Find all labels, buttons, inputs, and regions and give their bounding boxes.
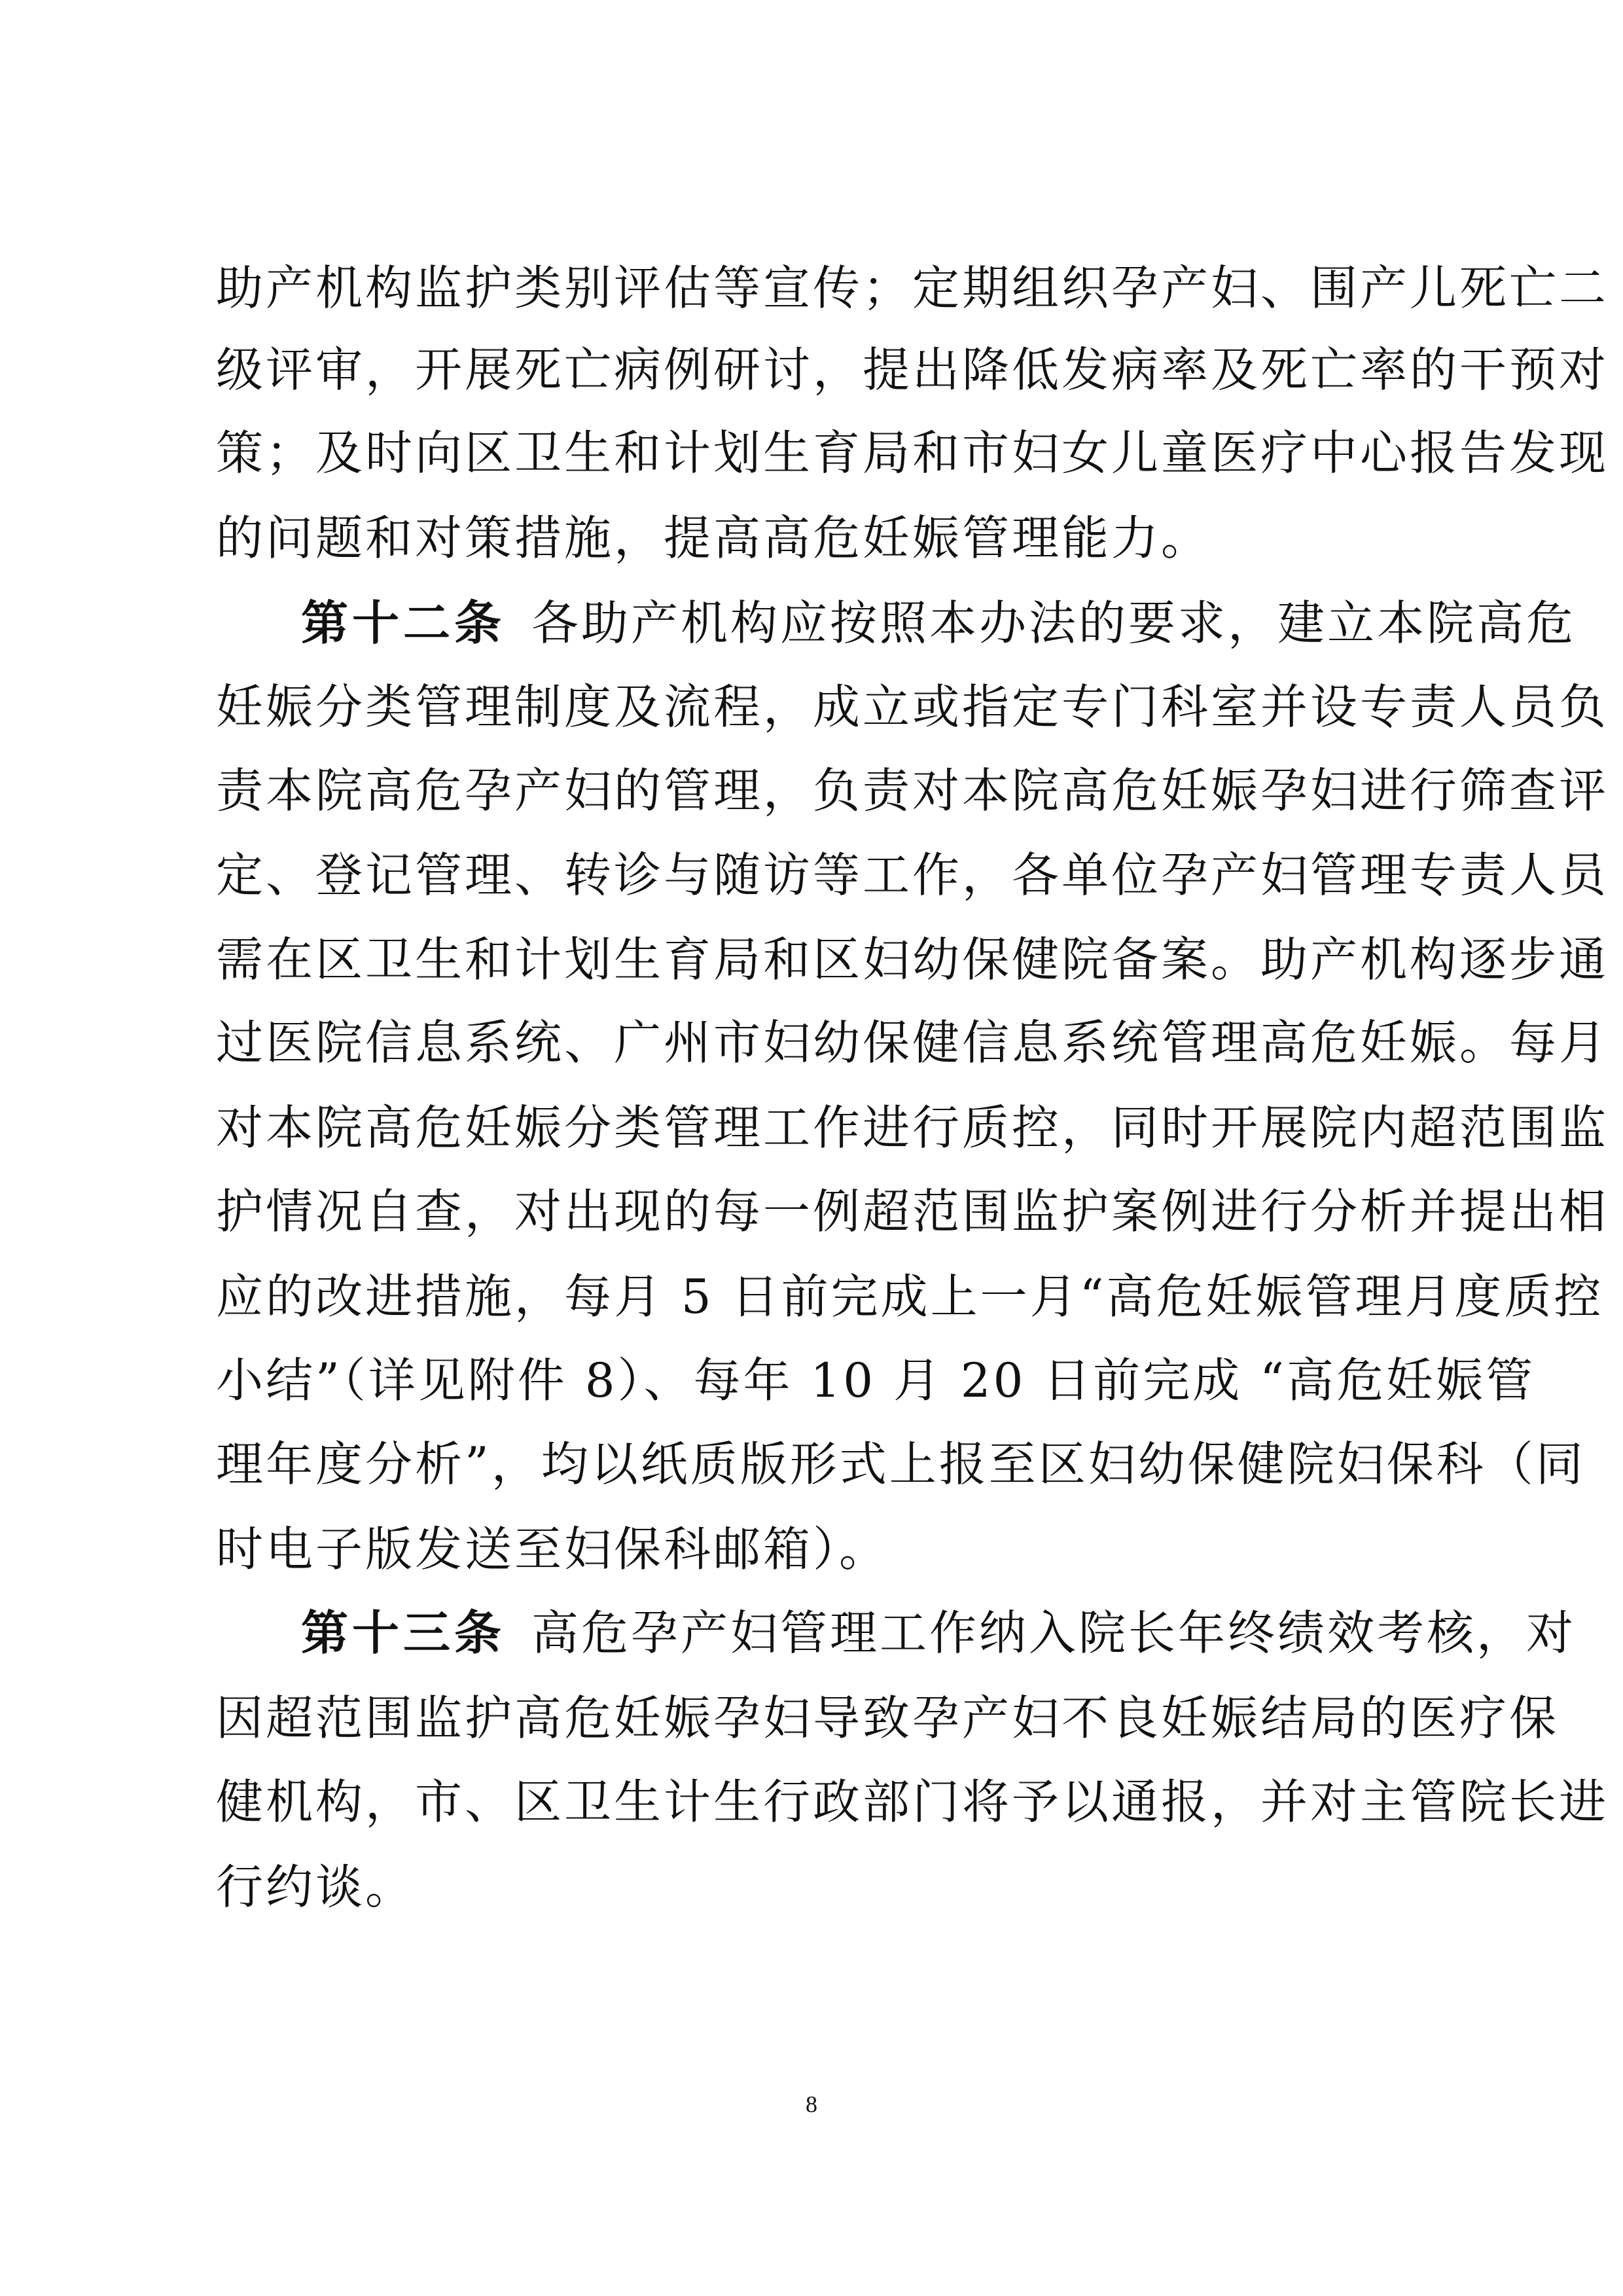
paragraph-line: 级评审，开展死亡病例研讨，提出降低发病率及死亡率的干预对 [216, 342, 1609, 397]
paragraph-line: 理年度分析”，均以纸质版形式上报至区妇幼保健院妇保科（同 [216, 1437, 1586, 1492]
paragraph-line: 应的改进措施，每月 5 日前完成上一月“高危妊娠管理月度质控 [216, 1269, 1604, 1324]
article-12-first-text: 各助产机构应按照本办法的要求，建立本院高危 [531, 596, 1577, 651]
paragraph-line: 定、登记管理、转诊与随访等工作，各单位孕产妇管理专责人员 [216, 848, 1609, 903]
paragraph-line: 行约谈。 [216, 1859, 416, 1914]
paragraph-line: 因超范围监护高危妊娠孕妇导致孕产妇不良妊娠结局的医疗保 [216, 1691, 1560, 1746]
paragraph-line: 责本院高危孕产妇的管理，负责对本院高危妊娠孕妇进行筛查评 [216, 763, 1609, 818]
paragraph-line: 健机构，市、区卫生计生行政部门将予以通报，并对主管院长进 [216, 1774, 1609, 1829]
paragraph-line: 妊娠分类管理制度及流程，成立或指定专门科室并设专责人员负 [216, 679, 1609, 734]
paragraph-line: 时电子版发送至妇保科邮箱）。 [216, 1522, 889, 1577]
paragraph-line: 小结”（详见附件 8）、每年 10 月 20 日前完成 “高危妊娠管 [216, 1353, 1535, 1408]
paragraph-line: 护情况自查，对出现的每一例超范围监护案例进行分析并提出相 [216, 1184, 1609, 1239]
article-13-first-text: 高危孕产妇管理工作纳入院长年终绩效考核，对 [531, 1605, 1577, 1660]
article-12-heading: 第十二条 [301, 595, 506, 651]
article-12-first-line [301, 587, 1577, 659]
article-13-first-line [301, 1597, 1577, 1669]
page-number: 8 [806, 2091, 817, 2117]
paragraph-line: 助产机构监护类别评估等宣传；定期组织孕产妇、围产儿死亡二 [216, 260, 1609, 315]
paragraph-line: 需在区卫生和计划生育局和区妇幼保健院备案。助产机构逐步通 [216, 932, 1609, 987]
paragraph-line: 策；及时向区卫生和计划生育局和市妇女儿童医疗中心报告发现 [216, 425, 1609, 480]
paragraph-line: 的问题和对策措施，提高高危妊娠管理能力。 [216, 511, 1211, 565]
article-13-heading: 第十三条 [301, 1605, 506, 1660]
paragraph-line: 对本院高危妊娠分类管理工作进行质控，同时开展院内超范围监 [216, 1100, 1609, 1155]
paragraph-line: 过医院信息系统、广州市妇幼保健信息系统管理高危妊娠。每月 [216, 1015, 1609, 1070]
